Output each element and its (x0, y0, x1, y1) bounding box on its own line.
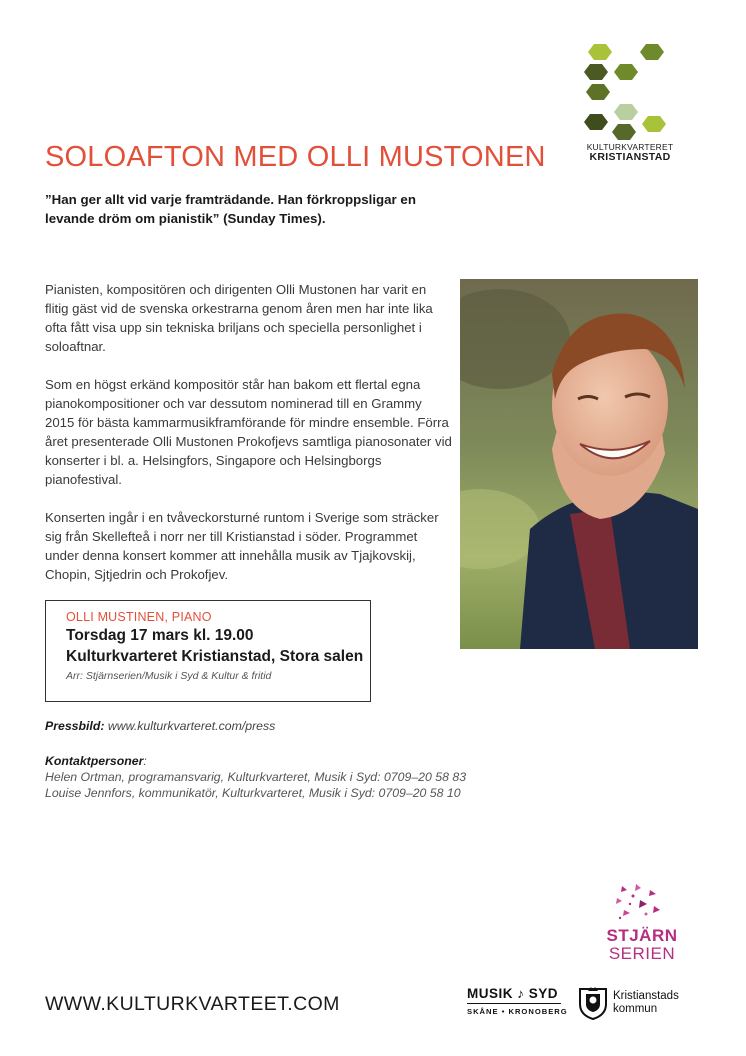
stjarn-line-1: STJÄRN (606, 926, 678, 945)
press-url-link[interactable]: www.kulturkvarteret.com/press (107, 719, 276, 733)
website-url[interactable]: WWW.KULTURKVARTEET.COM (45, 993, 340, 1015)
event-venue: Kulturkvarteret Kristianstad, Stora salen (66, 648, 364, 665)
contact-person-1: Helen Ortman, programansvarig, Kulturkvarteret, Musik i Syd: 0709–20 58 83 (45, 770, 467, 784)
contacts-colon: : (143, 754, 147, 768)
press-line (45, 719, 275, 733)
event-date: Torsdag 17 mars kl. 19.00 (66, 627, 254, 644)
kommun-line-2: kommun (613, 1003, 658, 1015)
coat-of-arms-icon (578, 986, 608, 1020)
stjarnserien-logo (602, 882, 682, 966)
kommun-line-1: Kristianstads (613, 990, 679, 1002)
contact-person-2: Louise Jennfors, kommunikatör, Kulturkvarteret, Musik i Syd: 0709–20 58 10 (45, 786, 461, 800)
musik-logo-bottom: SKÅNE • KRONOBERG (467, 1007, 568, 1016)
event-info-box (45, 600, 371, 702)
body-paragraph-1: Pianisten, kompositören och dirigenten Olli Mustonen har varit en flitig gäst vid de svenska orkestrarna genom åren men har inte lika ofta fått visa upp sin tekniska briljans och speciella personlighet i soloaftnar. (45, 282, 433, 354)
press-label: Pressbild: (45, 719, 105, 733)
page-title: SOLOAFTON MED OLLI MUSTONEN (45, 141, 546, 173)
contact-section (45, 753, 466, 801)
star-burst-icon (602, 882, 682, 926)
musik-i-syd-logo (467, 986, 568, 1022)
kristianstads-kommun-logo (578, 986, 698, 1022)
kulturkvarteret-logo (584, 44, 676, 163)
musik-logo-top: MUSIK ♪ SYD (467, 986, 561, 1004)
body-text (45, 280, 453, 603)
event-performer: OLLI MUSTINEN, PIANO (66, 610, 212, 624)
contacts-heading: Kontaktpersoner (45, 754, 144, 768)
body-paragraph-2: Som en högst erkänd kompositör står han bakom ett flertal egna pianokompositioner och var dessutom nominerad till en Grammy 2015 för bästa kammarmusikframförande för mindre ensemble. Förra året presenterade Olli Mustonen Prokofjevs samtliga pianosonater vid konserter i bl. a. Helsingfors, Singapore och Helsingborgs pianofestival. (45, 377, 452, 487)
press-quote: ”Han ger allt vid varje framträdande. Han förkroppsligar en levande dröm om pianistik” (Sunday Times). (45, 192, 416, 226)
hexagon-logo-icon (584, 44, 676, 140)
artist-photo (460, 279, 698, 649)
stjarn-line-2: SERIEN (608, 944, 676, 963)
logo-line-kristianstad: KRISTIANSTAD (589, 151, 671, 163)
event-arranger: Arr: Stjärnserien/Musik i Syd & Kultur & fritid (66, 670, 272, 682)
logo-line-kulturkvarteret: KULTURKVARTERET (586, 142, 674, 152)
body-paragraph-3: Konserten ingår i en tvåveckorsturné runtom i Sverige som sträcker sig från Skellefteå i norr ner till Kristianstad i söder. Programmet under denna konsert kommer att innehålla musik av Tjajkovskij, Chopin, Sjtjedrin och Prokofjev. (45, 510, 439, 582)
